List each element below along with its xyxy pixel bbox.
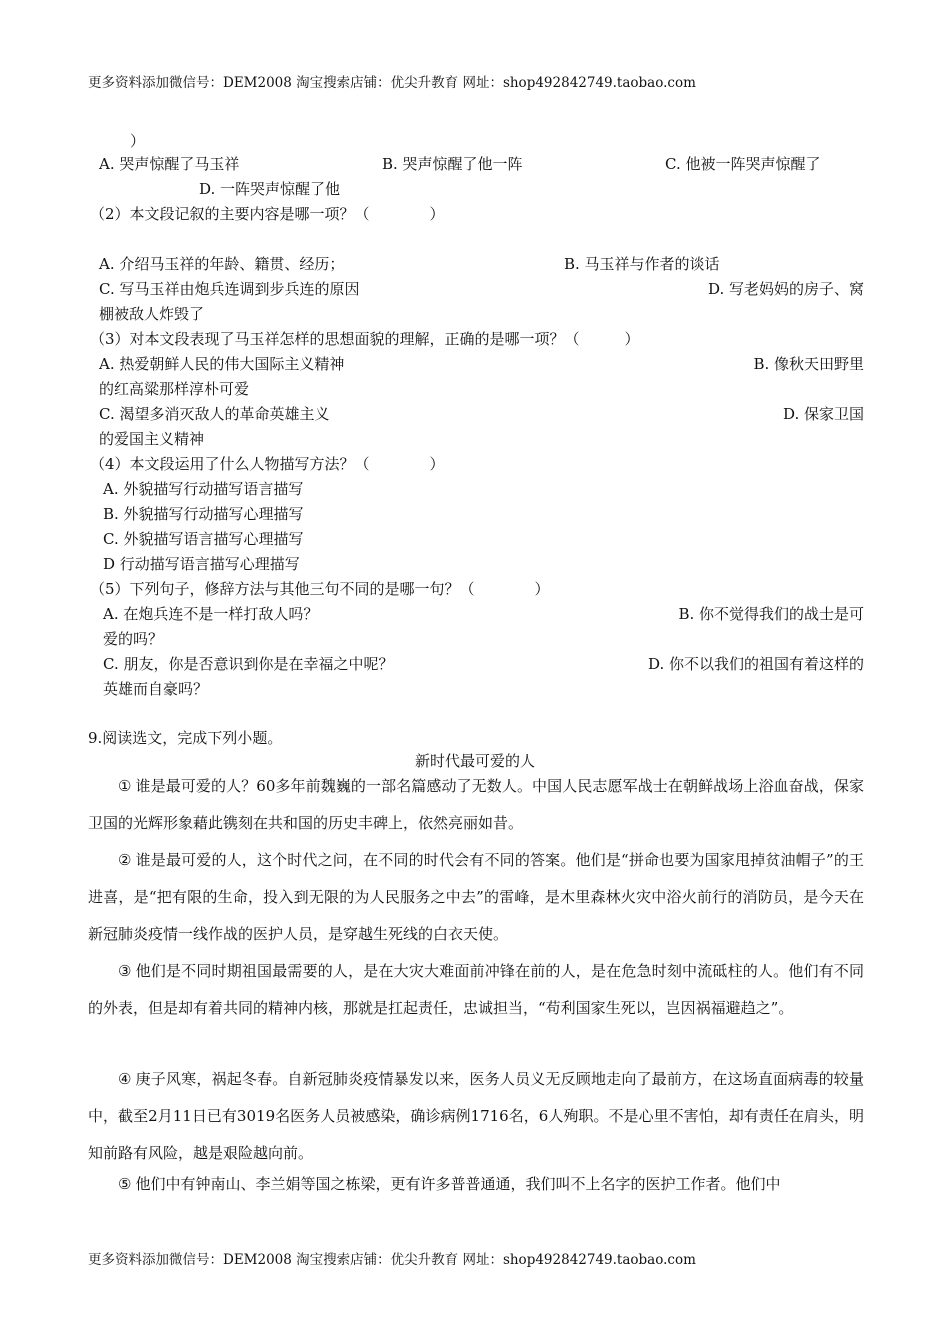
q3-option-a: A. 热爱朝鲜人民的伟大国际主义精神 [99,355,345,373]
q1-paren-close: ） [130,132,146,150]
page-footer: 更多资料添加微信号：DEM2008 淘宝搜索店铺：优尖升教育 网址：shop492842749.taobao.com [88,1252,696,1268]
page-header: 更多资料添加微信号：DEM2008 淘宝搜索店铺：优尖升教育 网址：shop492842749.taobao.com [88,75,696,91]
q3-stem: （3）对本文段表现了马玉祥怎样的思想面貌的理解，正确的是哪一项？（ ） [90,330,640,348]
paragraph-number: ① [118,777,132,795]
paragraph-number: ③ [118,962,132,980]
q3-option-b: B. 像秋天田野里 [753,355,864,373]
q3-option-c: C. 渴望多消灭敌人的革命英雄主义 [99,405,330,423]
q5-options-row-2 [103,653,864,675]
q2-option-d-cont: 棚被敌人炸毁了 [99,305,205,323]
passage-paragraph-1 [88,768,864,842]
paragraph-text: 他们中有钟南山、李兰娟等国之栋梁，更有许多普普通通，我们叫不上名字的医护工作者。他们中 [135,1175,781,1193]
passage-paragraph-5 [88,1166,864,1203]
q4-stem: （4）本文段运用了什么人物描写方法？（ ） [90,455,445,473]
q5-option-d-cont: 英雄而自豪吗？ [103,680,209,698]
q4-option-b: B. 外貌描写行动描写心理描写 [103,505,304,523]
q5-options-row-1 [103,603,864,625]
paragraph-text: 谁是最可爱的人？60多年前魏巍的一部名篇感动了无数人。中国人民志愿军战士在朝鲜战场上浴血奋战，保家卫国的光辉形象藉此镌刻在共和国的历史丰碑上，依然亮丽如昔。 [88,777,864,832]
q3-option-d: D. 保家卫国 [782,405,864,423]
paragraph-text: 庚子风寒，祸起冬春。自新冠肺炎疫情暴发以来，医务人员义无反顾地走向了最前方，在这场直面病毒的较量中，截至2月11日已有3019名医务人员被感染，确诊病例1716名，6人殉职。不是心里不害怕，却有责任在肩头，明知前路有风险，越是艰险越向前。 [88,1070,864,1162]
passage-paragraph-4 [88,1061,864,1172]
q5-option-b-cont: 爱的吗？ [103,630,164,648]
q9-heading: 9.阅读选文，完成下列小题。 [88,729,283,747]
paragraph-text: 他们是不同时期祖国最需要的人，是在大灾大难面前冲锋在前的人，是在危急时刻中流砥柱的人。他们有不同的外表，但是却有着共同的精神内核，那就是扛起责任，忠诚担当，“苟利国家生死以，岂因祸福避趋之”。 [88,962,864,1017]
q3-option-b-cont: 的红高粱那样淳朴可爱 [99,380,250,398]
q1-option-a: A. 哭声惊醒了马玉祥 [99,155,240,173]
passage-title: 新时代最可爱的人 [414,752,535,770]
paragraph-number: ② [118,851,132,869]
paragraph-number: ⑤ [118,1175,132,1193]
q2-option-a: A. 介绍马玉祥的年龄、籍贯、经历； [99,255,345,273]
q2-options-row-1 [99,253,864,275]
q4-option-c: C. 外貌描写语言描写心理描写 [103,530,304,548]
q4-option-d: D 行动描写语言描写心理描写 [103,555,300,573]
q3-options-row-2 [99,403,864,425]
q2-option-c: C. 写马玉祥由炮兵连调到步兵连的原因 [99,280,360,298]
q1-options-row [99,153,864,175]
q1-option-c: C. 他被一阵哭声惊醒了 [665,155,821,173]
paragraph-number: ④ [118,1070,132,1088]
q3-option-d-cont: 的爱国主义精神 [99,430,205,448]
passage-paragraph-2 [88,842,864,953]
q2-option-b: B. 马玉祥与作者的谈话 [564,255,720,273]
q5-option-a: A. 在炮兵连不是一样打敌人吗？ [103,605,319,623]
q4-option-a: A. 外貌描写行动描写语言描写 [103,480,304,498]
q1-option-d: D. 一阵哭声惊醒了他 [199,180,341,198]
q5-option-d: D. 你不以我们的祖国有着这样的 [647,655,864,673]
q2-options-row-2 [99,278,864,300]
q3-options-row-1 [99,353,864,375]
q2-option-d: D. 写老妈妈的房子、窝 [707,280,864,298]
q2-stem: （2）本文段记叙的主要内容是哪一项？（ ） [90,205,445,223]
paragraph-text: 谁是最可爱的人，这个时代之问，在不同的时代会有不同的答案。他们是“拼命也要为国家甩掉贫油帽子”的王进喜，是“把有限的生命，投入到无限的为人民服务之中去”的雷峰，是木里森林火灾中浴火前行的消防员，是今天在新冠肺炎疫情一线作战的医护人员，是穿越生死线的白衣天使。 [88,851,865,943]
q5-option-b: B. 你不觉得我们的战士是可 [678,605,864,623]
q5-option-c: C. 朋友，你是否意识到你是在幸福之中呢？ [103,655,394,673]
passage-paragraph-3 [88,953,864,1027]
q5-stem: （5）下列句子，修辞方法与其他三句不同的是哪一句？（ ） [90,580,550,598]
q1-option-b: B. 哭声惊醒了他一阵 [382,155,523,173]
